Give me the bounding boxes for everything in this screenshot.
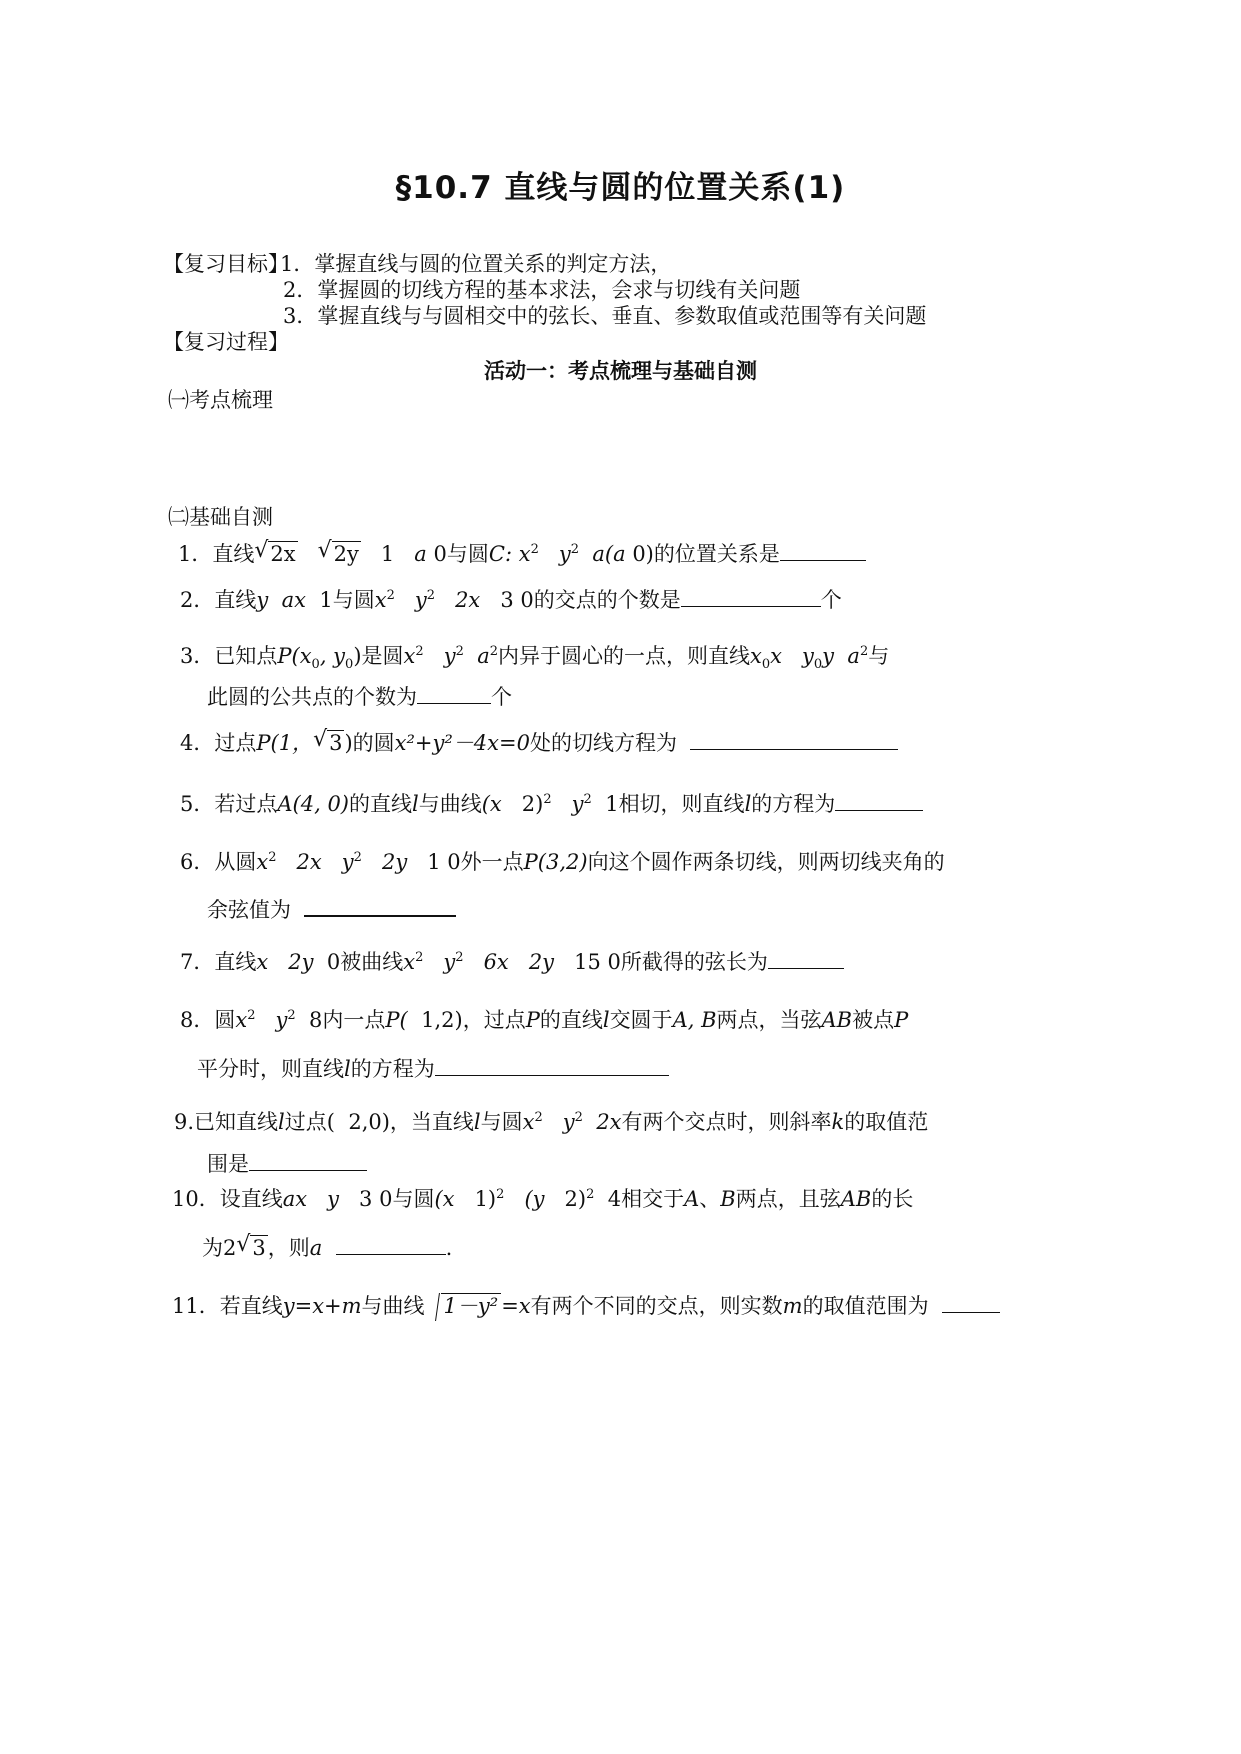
question-text: 相切，则直线 — [618, 792, 745, 816]
math-term: 0 — [447, 850, 461, 874]
math-term: 2) — [564, 1187, 587, 1211]
math-term: a — [847, 644, 860, 668]
question-text: 被曲线 — [340, 950, 404, 974]
question-text: 相交于 — [621, 1187, 685, 1211]
question-text: 的位置关系是 — [653, 542, 780, 566]
question-4 — [180, 727, 898, 758]
math-term: 6x — [483, 950, 509, 974]
math-term: A(4, 0) — [277, 792, 349, 816]
math-term: l — [602, 1008, 610, 1032]
math-term: 0 — [379, 1187, 393, 1211]
question-text: 、 — [699, 1187, 721, 1211]
math-term: x — [403, 950, 416, 974]
math-term: y — [822, 644, 835, 668]
question-text: 交圆于 — [609, 1008, 673, 1032]
math-term: l — [278, 1110, 285, 1134]
question-number: 7． — [180, 950, 215, 974]
question-2: 2．直线y ax 1与圆$x^2$ $y^2$ 2x 3 0的交点的个数是 个 — [180, 581, 842, 615]
math-term: x — [256, 850, 269, 874]
question-text: 1与圆 — [319, 588, 375, 612]
math-term: y — [443, 644, 456, 668]
question-text: ，当直线 — [389, 1110, 474, 1134]
question-text: 设直线 — [219, 1187, 283, 1211]
question-text: 的取值范 — [844, 1110, 929, 1134]
question-text: 从圆 — [214, 850, 257, 874]
question-text: 的直线 — [539, 1008, 603, 1032]
math-term: P( — [385, 1008, 408, 1032]
question-text: 内一点 — [322, 1008, 386, 1032]
math-term: y — [327, 1187, 340, 1211]
math-term: 2,0) — [348, 1110, 390, 1134]
math-term: x²+y²－4x=0 — [394, 731, 530, 755]
question-number: 2． — [180, 588, 215, 612]
math-term: ) — [344, 731, 353, 755]
question-text: 已知点 — [214, 644, 278, 668]
math-term: 2x — [296, 850, 322, 874]
math-term: , y — [319, 644, 346, 668]
math-term: (x — [481, 792, 502, 816]
math-term: B — [720, 1187, 736, 1211]
question-number: 8． — [180, 1008, 215, 1032]
math-term: 8 — [309, 1008, 323, 1032]
question-10: 10．设直线ax y 3 0与圆(x 1)$^2$ (y 2)$^2$ 4相交于A、B两点，且弦AB的长 — [172, 1187, 914, 1211]
question-3-continued — [207, 681, 512, 712]
math-term: y — [558, 542, 571, 566]
math-term: P — [894, 1008, 909, 1032]
question-9-continued — [207, 1148, 367, 1179]
math-term: k — [831, 1110, 845, 1134]
math-term: 1,2) — [421, 1008, 463, 1032]
math-term: 0 — [607, 950, 621, 974]
math-term: x — [770, 644, 782, 668]
math-term: y — [562, 1110, 575, 1134]
answer-blank[interactable] — [435, 1053, 669, 1076]
math-term: a — [477, 644, 490, 668]
math-term: l — [744, 792, 752, 816]
question-text: 直线 — [214, 950, 257, 974]
question-text: 与曲线 — [418, 792, 482, 816]
answer-blank[interactable] — [304, 893, 456, 917]
question-3: 3．已知点$P(x_0$, $y_0$)是圆$x^2$ $y^2$ $a^2$内异于圆心的一点，则直线$x_0x$ $y_0y$ $a^2$与 — [180, 644, 890, 673]
math-term: ( — [326, 1110, 335, 1134]
answer-blank[interactable] — [768, 946, 844, 969]
section-heading: ㈠考点梳理 — [168, 388, 273, 412]
answer-blank[interactable] — [835, 788, 923, 811]
question-text: 围是 — [207, 1152, 249, 1176]
section-heading: ㈡基础自测 — [168, 505, 273, 529]
math-term: y — [571, 792, 584, 816]
question-number: 11． — [172, 1294, 220, 1318]
question-1: 1．直线√ 2x √ 2y 1 a 0与圆C: $x^2$ $y^2$ a(a 0)的位置关系是 — [178, 535, 866, 569]
question-text: 若直线 — [219, 1294, 283, 1318]
question-text: 直线 — [214, 588, 257, 612]
question-text: 0与圆 — [433, 542, 489, 566]
math-term: 2y — [381, 850, 408, 874]
question-text: 的直线 — [349, 792, 412, 816]
math-term: y — [275, 1008, 288, 1032]
math-term: 2) — [521, 792, 544, 816]
math-term: 3 — [252, 1236, 266, 1260]
question-text: 两点，当弦 — [716, 1008, 822, 1032]
question-text: 个 — [491, 685, 512, 709]
question-text: 此圆的公共点的个数为 — [207, 685, 417, 709]
math-term: 2y — [288, 950, 314, 974]
math-term: y — [341, 850, 354, 874]
question-number: 9. — [174, 1110, 195, 1134]
question-text: ，则 — [267, 1236, 310, 1260]
math-term: x — [256, 950, 269, 974]
question-number: 3． — [180, 644, 215, 668]
math-term: a — [414, 542, 427, 566]
math-term: 2x — [455, 588, 481, 612]
question-text: 两点，且弦 — [735, 1187, 841, 1211]
answer-blank[interactable] — [336, 1232, 446, 1255]
math-term: a — [309, 1236, 323, 1260]
math-term: AB — [821, 1008, 853, 1032]
answer-blank[interactable] — [249, 1148, 367, 1171]
question-text: 直线 — [212, 542, 255, 566]
math-term: 1) — [474, 1187, 497, 1211]
question-text: 与 — [868, 644, 890, 668]
question-9: 9.已知直线l过点( 2,0)，当直线l与圆$x^2$ $y^2$ 2x有两个交点时，则斜率k的取值范 — [174, 1110, 929, 1134]
math-term: ax — [282, 1187, 308, 1211]
question-6: 6．从圆$x^2$ 2x $y^2$ 2y 1 0外一点P(3,2)向这个圆作两条切线，则两切线夹角的 — [180, 850, 945, 874]
objective-item: 3．掌握直线与与圆相交中的弦长、垂直、参数取值或范围等有关问题 — [283, 304, 927, 328]
question-text: 的长 — [871, 1187, 914, 1211]
math-term: ) — [353, 644, 362, 668]
answer-blank[interactable] — [780, 538, 866, 561]
math-term: AB — [840, 1187, 872, 1211]
math-term: 3 — [500, 588, 514, 612]
math-term: C — [488, 542, 505, 566]
question-text: 与圆 — [392, 1187, 435, 1211]
question-number: 5． — [180, 792, 215, 816]
question-11 — [172, 1290, 1000, 1321]
question-5: 5．若过点A(4, 0)的直线l与曲线(x 2)$^2$ $y^2$ 1相切，则直线l的方程为 — [180, 785, 923, 819]
question-text: 与圆 — [480, 1110, 523, 1134]
math-term: P(1， — [256, 731, 314, 755]
math-term: A, B — [672, 1008, 717, 1032]
math-term: a(a — [592, 542, 626, 566]
math-term: y — [414, 588, 427, 612]
sqrt-sign — [425, 1291, 502, 1321]
objective-item: 2．掌握圆的切线方程的基本求法，会求与切线有关问题 — [283, 278, 801, 302]
math-term: A — [684, 1187, 700, 1211]
question-text: 个 — [820, 588, 842, 612]
answer-blank[interactable] — [942, 1290, 1000, 1313]
math-term: 2y — [333, 542, 359, 566]
answer-blank[interactable] — [690, 727, 898, 750]
math-term: l — [344, 1057, 351, 1081]
math-term: 1－y² — [441, 1293, 502, 1318]
math-term: P(x — [277, 644, 312, 668]
math-term: x — [403, 644, 416, 668]
question-text: 若过点 — [214, 792, 278, 816]
math-term: y — [443, 950, 456, 974]
question-text: 平分时，则直线 — [197, 1057, 344, 1081]
question-text: 的方程为 — [350, 1057, 435, 1081]
activity-title: 活动一：考点梳理与基础自测 — [484, 359, 757, 383]
objectives-label: 【复习目标】 — [163, 252, 289, 276]
question-text: 已知直线 — [194, 1110, 279, 1134]
answer-blank[interactable] — [417, 681, 491, 704]
question-text: 的交点的个数是 — [533, 588, 681, 612]
math-term: 2x — [596, 1110, 622, 1134]
math-term: x — [374, 588, 387, 612]
question-text: 有两个不同的交点，则实数 — [530, 1294, 783, 1318]
question-text: 被点 — [852, 1008, 895, 1032]
math-term: x — [522, 1110, 535, 1134]
question-text: 余弦值为 — [207, 898, 291, 922]
sqrt-sign — [318, 539, 361, 569]
math-term: 0 — [326, 950, 341, 974]
math-term: 3 — [329, 731, 343, 755]
question-7: 7．直线x 2y 0被曲线$x^2$ $y^2$ 6x 2y 15 0所截得的弦长为 — [180, 943, 844, 977]
question-text: 过点 — [284, 1110, 327, 1134]
math-term: 1 — [605, 792, 619, 816]
sqrt-sign — [254, 539, 297, 569]
question-number: 1． — [178, 542, 213, 566]
math-term: P — [525, 1008, 540, 1032]
question-number: 10． — [172, 1187, 220, 1211]
question-text: 内异于圆心的一点，则直线 — [498, 644, 751, 668]
math-term: ax — [281, 588, 306, 612]
question-text: 圆 — [214, 1008, 236, 1032]
question-text: 过点 — [214, 731, 257, 755]
question-10-continued — [202, 1232, 452, 1263]
question-text: 的取值范围为 — [802, 1294, 929, 1318]
math-term: 0 — [520, 588, 534, 612]
math-term: 1 — [380, 542, 395, 566]
math-term: 2x — [270, 542, 296, 566]
math-term: 0) — [632, 542, 654, 566]
math-term: 1 — [427, 850, 441, 874]
math-term: x — [750, 644, 762, 668]
question-8-continued — [197, 1053, 669, 1084]
math-term: m — [782, 1294, 803, 1318]
question-text: 为 — [202, 1236, 223, 1260]
question-8: 8．圆$x^2$ $y^2$ 8内一点P( 1,2)，过点P的直线l交圆于A, B两点，当弦AB被点P — [180, 1008, 909, 1032]
math-term: l — [473, 1110, 481, 1134]
math-term: 4 — [607, 1187, 622, 1211]
math-term: y — [256, 588, 269, 612]
question-number: 6． — [180, 850, 215, 874]
math-term: =x — [501, 1294, 531, 1318]
question-text: . — [445, 1236, 453, 1260]
page-title: §10.7 直线与圆的位置关系(1) — [395, 170, 846, 206]
math-term: x — [235, 1008, 248, 1032]
question-text: ，过点 — [462, 1008, 526, 1032]
objective-item: 1．掌握直线与圆的位置关系的判定方法， — [280, 252, 672, 276]
math-term: y=x+m — [282, 1294, 362, 1318]
question-text: 向这个圆作两条切线，则两切线夹角的 — [587, 850, 945, 874]
question-text: 的圆 — [352, 731, 395, 755]
math-term: : x — [504, 542, 531, 566]
process-label: 【复习过程】 — [163, 330, 289, 354]
math-term: y — [802, 644, 814, 668]
question-text: 是圆 — [361, 644, 404, 668]
math-term: P(3,2) — [523, 850, 588, 874]
math-term: l — [412, 792, 419, 816]
math-term: (y — [524, 1187, 545, 1211]
question-number: 4． — [180, 731, 215, 755]
sqrt-sign — [313, 728, 344, 758]
math-term: 15 — [574, 950, 601, 974]
question-text: 的方程为 — [751, 792, 836, 816]
math-term: 2 — [223, 1236, 237, 1260]
answer-blank[interactable] — [681, 584, 821, 607]
question-6-continued — [207, 893, 456, 925]
question-text: 有两个交点时，则斜率 — [621, 1110, 832, 1134]
sqrt-sign — [236, 1233, 267, 1263]
question-text: 与曲线 — [361, 1294, 425, 1318]
question-text: 所截得的弦长为 — [620, 950, 768, 974]
question-text: 外一点 — [460, 850, 524, 874]
question-text: 处的切线方程为 — [529, 731, 677, 755]
math-term: 2y — [528, 950, 555, 974]
math-term: (x — [434, 1187, 455, 1211]
math-term: 3 — [359, 1187, 373, 1211]
